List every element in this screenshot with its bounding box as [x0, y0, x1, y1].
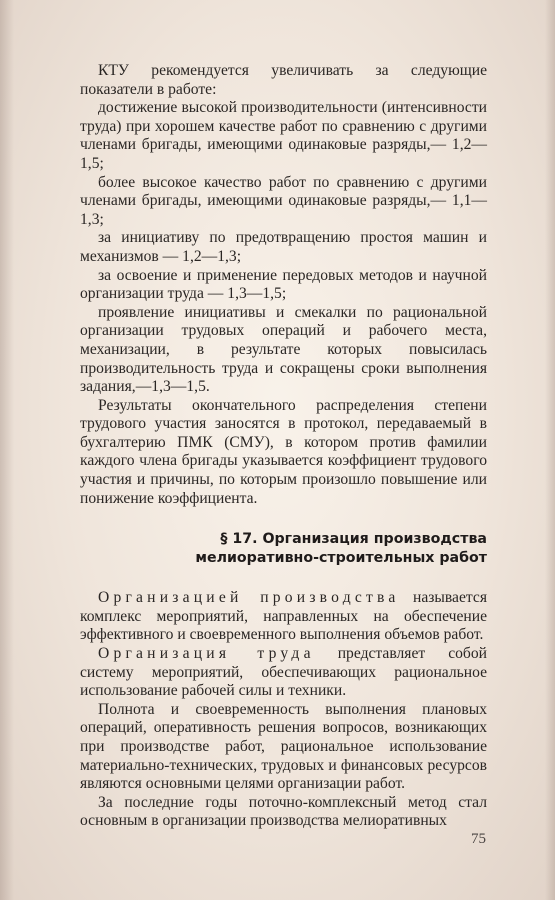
heading-line-2: мелиоративно-строительных работ [195, 549, 487, 566]
page-shadow-left [0, 0, 14, 900]
heading-line-1: § 17. Организация производства [220, 531, 487, 548]
paragraph-downtime: за инициативу по предотвращению простоя машин и механизмов — 1,2—1,3; [80, 229, 487, 265]
term-labor-organization: Организация труда [98, 645, 315, 663]
term-production-organization: Организацией производства [98, 589, 400, 607]
paragraph-labor-organization [80, 645, 487, 701]
paragraph-production-organization [80, 589, 487, 645]
definition-production-organization: называется комплекс мероприятий, направленных на обеспечение эффективного и своевременного выполнения объемов работ. [80, 589, 487, 644]
paragraph-advanced-methods: за освоение и применение передовых методов и научной организации труда — 1,3—1,5; [80, 266, 487, 303]
paragraph-ktu-intro: КТУ рекомендуется увеличивать за следующие показатели в работе: [80, 62, 487, 98]
paragraph-goals: Полнота и своевременность выполнения плановых операций, оперативность решения вопросов, возникающих при производстве работ, рациональное использование материально-технических, трудовых и финансовых ресурсов являются основными целями организации работ. [80, 700, 487, 793]
paragraph-initiative: проявление инициативы и смекалки по рациональной организации трудовых операций и рабочего места, механизации, в результате которых повысилась производительность труда и сокращены сроки выполнения задания,—1,3—1,5. [80, 303, 487, 396]
page-number: 75 [471, 831, 486, 847]
definition-labor-organization: представляет собой систему мероприятий, обеспечивающих рациональное использование рабочей силы и техники. [80, 645, 488, 700]
paragraph-quality: более высокое качество работ по сравнению с другими членами бригады, имеющими одинаковые разряды,— 1,1—1,3; [80, 173, 487, 228]
paragraph-flow-method: За последние годы поточно-комплексный метод стал основным в организации производства мелиоративных [80, 793, 487, 830]
paragraph-productivity: достижение высокой производительности (интенсивности труда) при хорошем качестве работ по сравнению с другими членами бригады, имеющими одинаковые разряды,— 1,2—1,5; [80, 99, 487, 172]
text-column [80, 62, 487, 831]
section-heading [80, 530, 487, 567]
paragraph-results: Результаты окончательного распределения степени трудового участия заносятся в протокол, передаваемый в бухгалтерию ПМК (СМУ), в котором против фамилии каждого члена бригады указывается коэффициент трудового участия и причины, по которым произошло повышение или понижение коэффициента. [80, 396, 487, 507]
page-shadow-right [545, 0, 555, 900]
